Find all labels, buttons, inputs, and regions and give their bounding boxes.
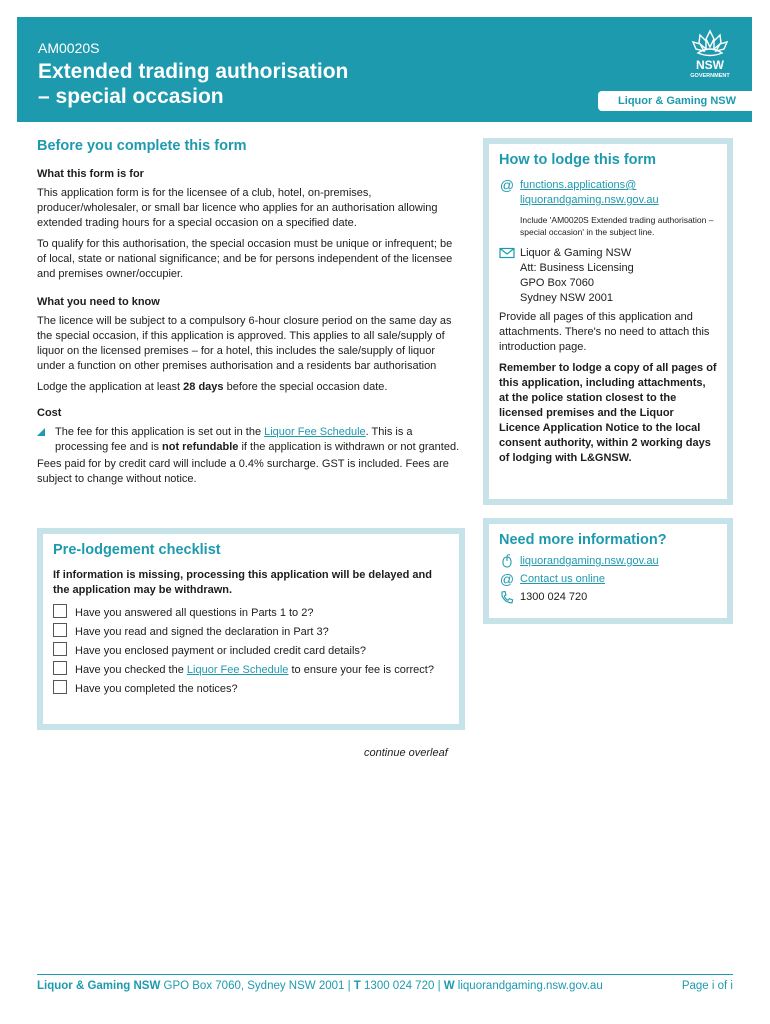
mouse-icon: [499, 554, 515, 568]
cost-heading: Cost: [37, 407, 62, 419]
title-line-2: – special occasion: [38, 85, 224, 108]
footer: [37, 980, 733, 992]
cost-bullet-mid: . This is a processing fee and is: [55, 426, 413, 453]
phone-icon: [499, 590, 515, 604]
checkbox-fee-schedule[interactable]: [53, 661, 67, 675]
checklist-item-label: Have you read and signed the declaration in Part 3?: [75, 626, 329, 638]
checklist-item-label: Have you enclosed payment or included credit card details?: [75, 645, 367, 657]
address-line-4: Sydney NSW 2001: [520, 292, 613, 304]
what-for-paragraph-2: To qualify for this authorisation, the special occasion must be unique or infrequent; be of local, state or national significance; and be for persons independent of the licensee and premises owner/occupier.: [37, 238, 453, 280]
footer-t-label: T: [353, 980, 361, 992]
need-p2-post: before the special occasion date.: [223, 381, 388, 393]
liquor-fee-schedule-link[interactable]: Liquor Fee Schedule: [264, 426, 366, 438]
checklist-item-4-post: to ensure your fee is correct?: [288, 664, 434, 676]
footer-web: liquorandgaming.nsw.gov.au: [454, 980, 603, 992]
form-code: AM0020S: [38, 40, 100, 56]
page-title: [38, 59, 348, 109]
checklist-item: [53, 644, 449, 658]
checklist-item: [53, 682, 449, 696]
envelope-icon: [499, 246, 515, 260]
email-subject-note: Include 'AM0020S Extended trading authorisation – special occasion' in the subject line.: [520, 215, 714, 237]
email-line-1: functions.applications@: [520, 179, 637, 191]
checklist-item: [53, 606, 449, 620]
contact-us-link[interactable]: Contact us online: [520, 573, 605, 585]
checkbox-declaration[interactable]: [53, 623, 67, 637]
before-heading: Before you complete this form: [37, 138, 247, 154]
checklist-item: [53, 663, 449, 677]
email-line-2: liquorandgaming.nsw.gov.au: [520, 194, 659, 206]
header-banner: [17, 17, 752, 122]
need-paragraph-1: The licence will be subject to a compulsory 6-hour closure period on the same day as the special occasion, if this application is approved. This applies to all sale/supply of liquor on the licensed premises – for a hotel, this includes the sale/supply of liquor under a function on other premises authorisation and a residents bar authorisation: [37, 315, 452, 372]
postal-address: [499, 246, 717, 306]
title-line-1: Extended trading authorisation: [38, 60, 349, 83]
web-row: [499, 554, 717, 569]
cost-bullet-pre: The fee for this application is set out in the: [55, 426, 265, 438]
cost-bullet-post: if the application is withdrawn or not granted.: [238, 441, 460, 453]
checklist-item-4-pre: Have you checked the: [75, 664, 187, 676]
checkbox-answered[interactable]: [53, 604, 67, 618]
cost-paragraph: Fees paid for by credit card will include a 0.4% surcharge. GST is included. Fees are subject to change without notice.: [37, 458, 449, 485]
checklist-item-label: Have you completed the notices?: [75, 683, 238, 695]
address-line-2: Att: Business Licensing: [520, 262, 634, 274]
agency-tag: Liquor & Gaming NSW: [598, 91, 752, 111]
checklist-item-label: Have you answered all questions in Parts 1 to 2?: [75, 607, 314, 619]
footer-phone: 1300 024 720 |: [360, 980, 444, 992]
cost-bullet-bold: not refundable: [162, 441, 239, 453]
need-p2-days: 28 days: [183, 381, 224, 393]
need-p2-pre: Lodge the application at least: [37, 381, 184, 393]
cost-bullet: [37, 425, 462, 455]
how-to-lodge-panel: [483, 138, 733, 505]
logo-text: NSW: [696, 58, 724, 72]
footer-address: GPO Box 7060, Sydney NSW 2001 |: [160, 980, 354, 992]
phone-number: 1300 024 720: [520, 591, 588, 603]
address-line-3: GPO Box 7060: [520, 277, 594, 289]
contact-row: [499, 572, 717, 587]
lodge-heading: How to lodge this form: [499, 152, 657, 168]
checkbox-notices[interactable]: [53, 680, 67, 694]
pre-lodgement-checklist: [37, 528, 465, 730]
email-link[interactable]: [520, 179, 659, 206]
website-link[interactable]: liquorandgaming.nsw.gov.au: [520, 555, 659, 567]
logo-subtext: GOVERNMENT: [690, 73, 730, 79]
checklist-warning: If information is missing, processing this application will be delayed and the application may be withdrawn.: [53, 569, 432, 596]
more-info-panel: [483, 518, 733, 624]
footer-org: Liquor & Gaming NSW: [37, 980, 161, 992]
checklist-heading: Pre-lodgement checklist: [53, 542, 221, 558]
before-section: [37, 138, 462, 493]
what-for-paragraph-1: This application form is for the licensee of a club, hotel, on-premises, producer/wholesaler, or small bar licence who applies for an authorisation allowing extended trading hours for a special occasion on a specified date.: [37, 187, 438, 229]
phone-row: [499, 590, 717, 605]
nsw-waratah-logo: [684, 27, 736, 79]
checklist-item: [53, 625, 449, 639]
info-heading: Need more information?: [499, 532, 667, 548]
remember-paragraph: Remember to lodge a copy of all pages of this application, including attachments, at the police station closest to the licensed premises and the Liquor Licence Application Notice to the local consent authority, within 2 working days of lodging with L&GNSW.: [499, 362, 717, 464]
need-paragraph-2: [37, 380, 462, 395]
what-for-heading: What this form is for: [37, 168, 144, 180]
address-line-1: Liquor & Gaming NSW: [520, 247, 632, 259]
email-row: [499, 178, 717, 208]
continue-overleaf: continue overleaf: [364, 747, 448, 759]
checklist-fee-schedule-link[interactable]: Liquor Fee Schedule: [186, 664, 289, 676]
footer-divider: [37, 974, 733, 975]
triangle-bullet-icon: [37, 428, 45, 436]
page-number: Page i of i: [681, 980, 733, 992]
provide-paragraph: Provide all pages of this application and attachments. There's no need to attach this introduction page.: [499, 311, 710, 353]
checkbox-payment[interactable]: [53, 642, 67, 656]
at-icon: @: [499, 571, 515, 587]
footer-w-label: W: [443, 980, 455, 992]
at-icon: @: [499, 177, 515, 193]
need-heading: What you need to know: [37, 296, 160, 308]
